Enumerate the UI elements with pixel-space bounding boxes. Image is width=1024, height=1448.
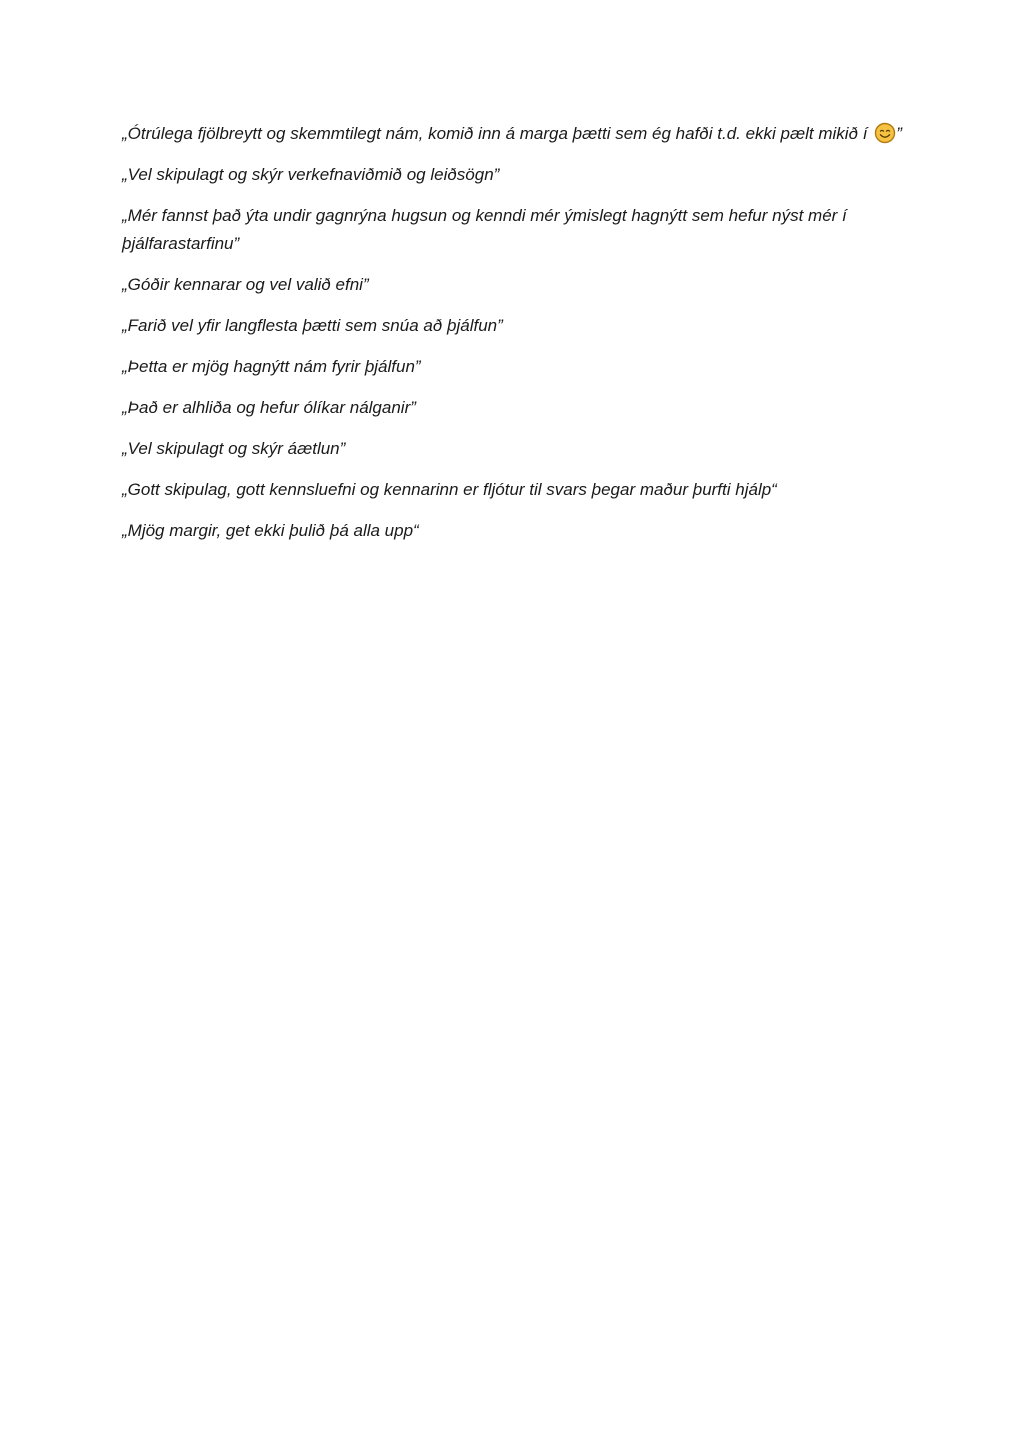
- quote-item: „Það er alhliða og hefur ólíkar nálganir”: [122, 398, 416, 417]
- quote-item: „Mér fannst það ýta undir gagnrýna hugsun og kenndi mér ýmislegt hagnýtt sem hefur nýst mér í þjálfarastarfinu”: [122, 206, 847, 253]
- quote-item: „Mjög margir, get ekki þulið þá alla upp“: [122, 521, 419, 540]
- quote-item: „Góðir kennarar og vel valið efni”: [122, 275, 369, 294]
- quote-item: „Vel skipulagt og skýr áætlun”: [122, 439, 346, 458]
- quote-text-end: ”: [896, 124, 902, 143]
- smiley-face-icon: [874, 122, 896, 144]
- quote-item: „Vel skipulagt og skýr verkefnaviðmið og leiðsögn”: [122, 165, 500, 184]
- quote-item: „Þetta er mjög hagnýtt nám fyrir þjálfun”: [122, 357, 421, 376]
- quote-text: „Ótrúlega fjölbreytt og skemmtilegt nám, komið inn á marga þætti sem ég hafði t.d. ekki pælt mikið í: [122, 124, 873, 143]
- quote-item: [122, 120, 902, 148]
- quote-item: „Gott skipulag, gott kennsluefni og kennarinn er fljótur til svars þegar maður þurfti hjálp“: [122, 480, 777, 499]
- quote-item: „Farið vel yfir langflesta þætti sem snúa að þjálfun”: [122, 316, 503, 335]
- quote-list: [122, 120, 902, 558]
